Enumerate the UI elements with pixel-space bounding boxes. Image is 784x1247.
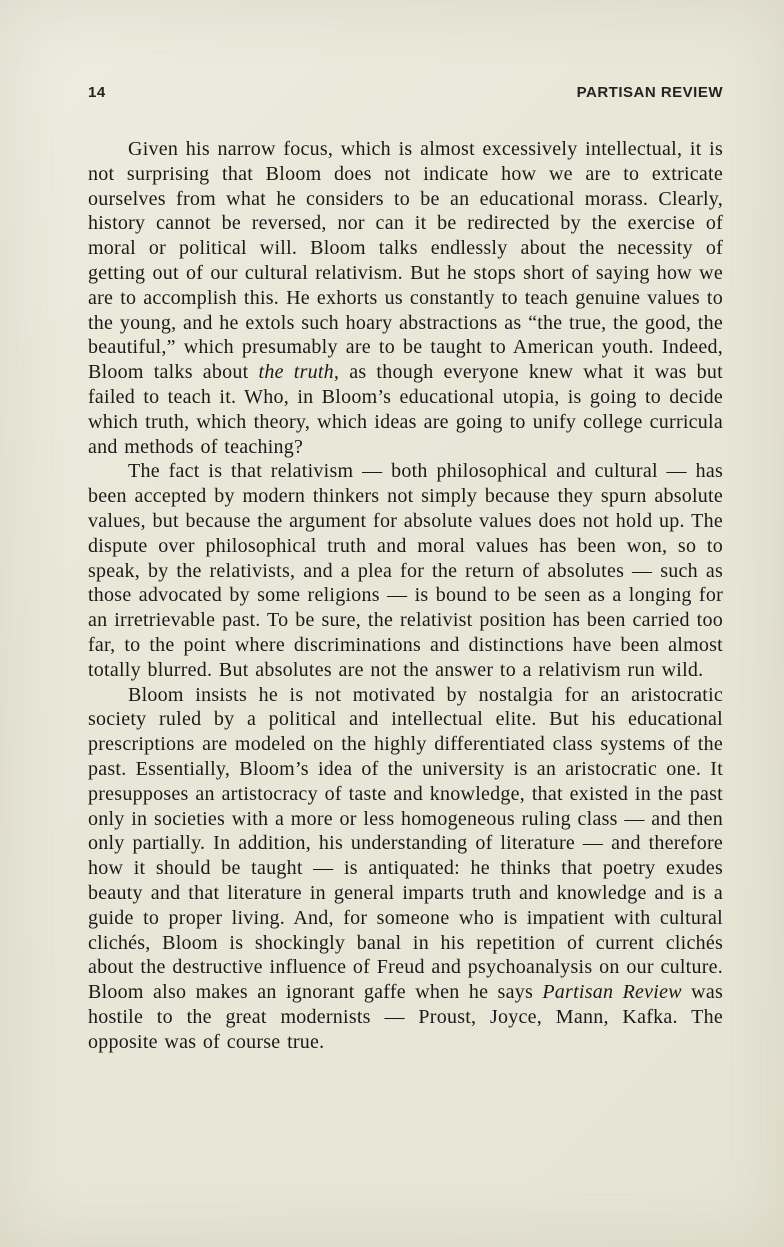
running-head bbox=[88, 84, 723, 101]
paragraph bbox=[88, 459, 723, 682]
text-run: The fact is that relativism — both philosophical and cultural — has been accepted by modern thinkers not simply because they spurn absolute values, but because the argument for absolute values does not hold up. The dispute over philosophical truth and moral values has been won, so to speak, by the relativists, and a plea for the return of absolutes — such as those advocated by some religions — is bound to be seen as a longing for an irretrievable past. To be sure, the relativist position has been carried too far, to the point where discriminations and distinctions have been almost totally blurred. But absolutes are not the answer to a relativism run wild. bbox=[88, 460, 723, 681]
text-run: Bloom insists he is not motivated by nostalgia for an aristocratic society ruled by a political and intellectual elite. But his educational prescriptions are modeled on the highly differentiated class systems of the past. Essentially, Bloom’s idea of the university is an aristocratic one. It presupposes an artistocracy of taste and knowledge, that existed in the past only in societies with a more or less homogeneous ruling class — and then only partially. In addition, his understanding of literature — and therefore how it should be taught — is antiquated: he thinks that poetry exudes beauty and that literature in general imparts truth and knowledge and is a guide to proper living. And, for someone who is impatient with cultural clichés, Bloom is shockingly banal in his repetition of current clichés about the destructive influence of Freud and psychoanalysis on our culture. Bloom also makes an ignorant gaffe when he says bbox=[88, 683, 723, 1004]
italic-text-run: Partisan Review bbox=[542, 981, 682, 1004]
body-text bbox=[88, 137, 723, 1054]
journal-title: PARTISAN REVIEW bbox=[576, 84, 723, 101]
paragraph bbox=[88, 683, 723, 1055]
text-run: was hostile to the great modernists — Proust, Joyce, Mann, Kafka. The opposite was of course true. bbox=[88, 981, 723, 1053]
text-run: Given his narrow focus, which is almost excessively intellectual, it is not surprising that Bloom does not indicate how we are to extricate ourselves from what he considers to be an educational morass. Clearly, history cannot be reversed, nor can it be redirected by the exercise of moral or political will. Bloom talks endlessly about the necessity of getting out of our cultural relativism. But he stops short of saying how we are to accomplish this. He exhorts us constantly to teach genuine values to the young, and he extols such hoary abstractions as “the true, the good, the beautiful,” which presumably are to be taught to American youth. Indeed, Bloom talks about bbox=[88, 138, 723, 384]
page-number: 14 bbox=[88, 84, 106, 101]
italic-text-run: the truth, bbox=[258, 361, 340, 384]
text-run: as though everyone knew what it was but failed to teach it. Who, in Bloom’s educational utopia, is going to decide which truth, which theory, which ideas are going to unify college curricula and methods of teaching? bbox=[88, 361, 723, 458]
paragraph bbox=[88, 137, 723, 459]
